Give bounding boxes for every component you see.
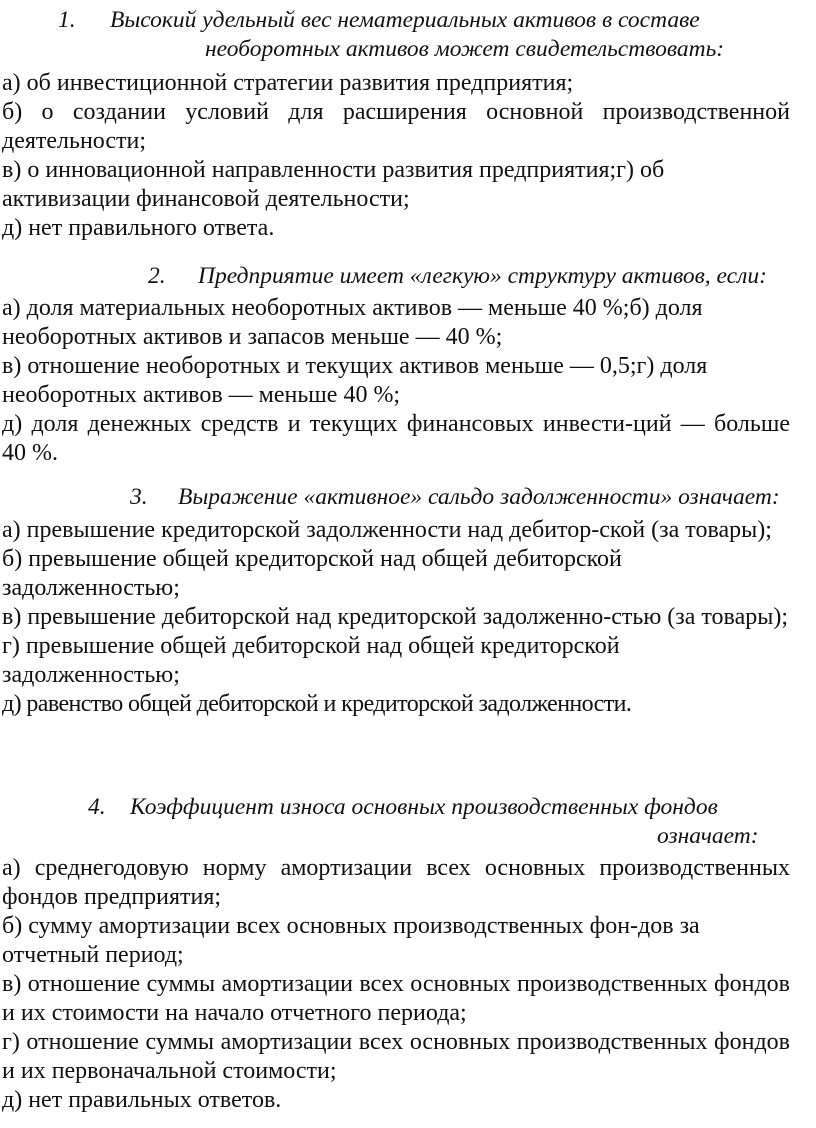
answer-option: а) об инвестиционной стратегии развития предприятия; — [2, 70, 574, 96]
answer-option: в) отношение суммы амортизации всех основных производственных фондов и их стоимости на начало отчетного периода; — [2, 971, 790, 1026]
question-title-line-1: Высокий удельный вес нематериальных активов в составе — [110, 7, 700, 33]
answer-option: а) превышение кредиторской задолженности над дебитор-ской (за товары); — [2, 517, 772, 543]
answer-option: б) превышение общей кредиторской над общей дебиторской задолженностью; — [2, 546, 622, 601]
answer-option: д) нет правильного ответа. — [2, 215, 275, 241]
question-title-line-2: означает: — [657, 823, 759, 849]
question-number: 3. — [130, 484, 148, 510]
question-3-title — [0, 483, 816, 512]
question-1-title — [0, 6, 816, 64]
question-2-title — [0, 262, 816, 291]
question-number: 4. — [88, 794, 106, 820]
answer-option: г) отношение суммы амортизации всех основных производственных фондов и их первоначальной стоимости; — [2, 1029, 790, 1084]
question-title-line-2: необоротных активов может свидетельствовать: — [205, 36, 725, 62]
answer-option: б) о создании условий для расширения основной производственной деятельности; — [2, 99, 790, 154]
question-title-line-1: Предприятие имеет «легкую» структуру активов, если: — [198, 263, 767, 289]
answer-option: г) превышение общей дебиторской над общей кредиторской задолженностью; — [2, 633, 620, 688]
answer-option: д) нет правильных ответов. — [2, 1087, 282, 1113]
answer-option: а) среднегодовую норму амортизации всех основных производственных фондов предприятия; — [2, 855, 790, 910]
question-title-line-1: Выражение «активное» сальдо задолженности» означает: — [178, 484, 780, 510]
answer-option: в) о инновационной направленности развития предприятия;г) об активизации финансовой деятельности; — [2, 157, 665, 212]
question-title-line-1: Коэффициент износа основных производственных фондов — [130, 794, 718, 820]
question-4 — [0, 793, 816, 1115]
answer-option: в) отношение необоротных и текущих активов меньше — 0,5;г) доля необоротных активов — меньше 40 %; — [2, 353, 708, 408]
answer-option: а) доля материальных необоротных активов — меньше 40 %;б) доля необоротных активов и запасов меньше — 40 %; — [2, 295, 703, 350]
question-3 — [0, 483, 816, 719]
answer-option: б) сумму амортизации всех основных производственных фон-дов за отчетный период; — [2, 913, 700, 968]
question-4-title — [0, 793, 816, 851]
question-number: 2. — [148, 263, 166, 289]
question-2 — [0, 262, 816, 468]
answer-option: д) доля денежных средств и текущих финансовых инвести-ций — больше 40 %. — [2, 411, 790, 466]
answer-option: д) равенство общей дебиторской и кредиторской задолженности. — [2, 691, 632, 717]
answer-option: в) превышение дебиторской над кредиторской задолженно-стью (за товары); — [2, 604, 789, 630]
question-1 — [0, 6, 816, 243]
question-number: 1. — [58, 7, 76, 33]
